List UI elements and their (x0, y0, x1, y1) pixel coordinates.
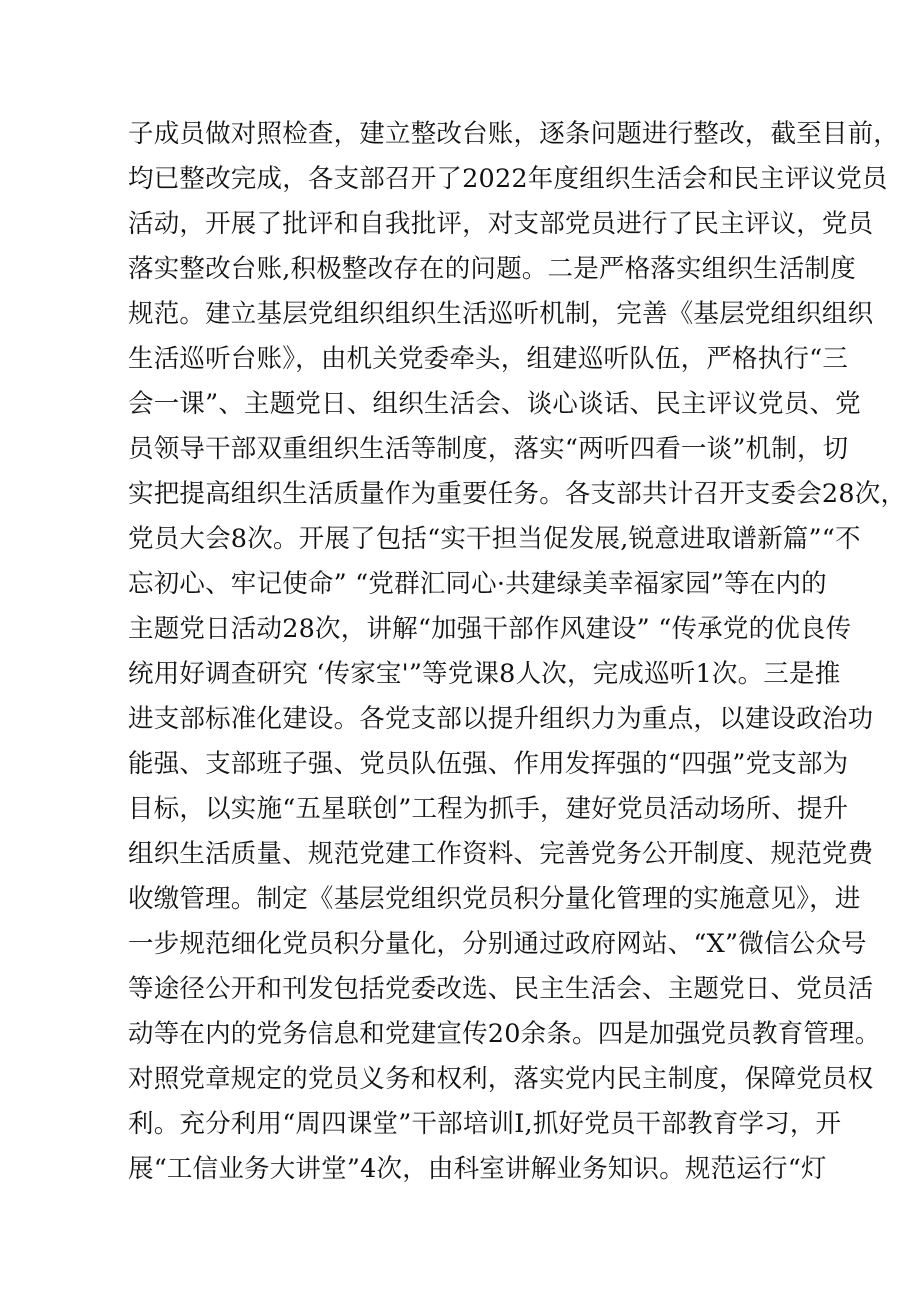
text-line: 组织生活质量、规范党建工作资料、完善党务公开制度、规范党费 (128, 839, 874, 869)
text-line: 等途径公开和刊发包括党委改选、民主生活会、主题党日、党员活 (128, 974, 874, 1004)
text-line: 规范。建立基层党组织组织生活巡听机制，完善《基层党组织组织 (128, 299, 874, 329)
text-line: 忘初心、牢记使命” “党群汇同心·共建绿美幸福家园”等在内的 (128, 569, 827, 599)
text-line: 实把提高组织生活质量作为重要任务。各支部共计召开支委会28次， (128, 479, 907, 509)
text-line: 动等在内的党务信息和党建宣传20余条。四是加强党员教育管理。 (128, 1019, 881, 1049)
text-line: 党员大会8次。开展了包括“实干担当促发展,锐意进取谱新篇”“不 (128, 524, 861, 554)
text-line: 子成员做对照检查，建立整改台账，逐条问题进行整改，截至目前， (128, 119, 900, 149)
text-line: 能强、支部班子强、党员队伍强、作用发挥强的“四强”党支部为 (128, 749, 849, 779)
text-line: 生活巡听台账》，由机关党委牵头，组建巡听队伍，严格执行“三 (128, 344, 849, 374)
text-line: 收缴管理。制定《基层党组织党员积分量化管理的实施意见》，进 (128, 884, 861, 914)
text-line: 员领导干部双重组织生活等制度，落实“两听四看一谈”机制，切 (128, 434, 849, 464)
text-line: 对照党章规定的党员义务和权利，落实党内民主制度，保障党员权 (128, 1064, 874, 1094)
text-line: 利。充分利用“周四课堂”干部培训I,抓好党员干部教育学习，开 (128, 1109, 842, 1139)
text-line: 进支部标准化建设。各党支部以提升组织力为重点，以建设政治功 (128, 704, 874, 734)
text-line: 主题党日活动28次，讲解“加强干部作风建设” “传承党的优良传 (128, 614, 852, 644)
text-line: 均已整改完成，各支部召开了2022年度组织生活会和民主评议党员 (128, 164, 888, 194)
text-line: 统用好调查研究 ‘传家宝'”等党课8人次，完成巡听1次。三是推 (128, 659, 841, 689)
text-line: 会一课”、主题党日、组织生活会、谈心谈话、民主评议党员、党 (128, 389, 861, 419)
text-line: 一步规范细化党员积分量化，分别通过政府网站、“X”微信公众号 (128, 929, 867, 959)
text-line: 目标，以实施“五星联创”工程为抓手，建好党员活动场所、提升 (128, 794, 849, 824)
text-line: 活动，开展了批评和自我批评，对支部党员进行了民主评议，党员 (128, 209, 874, 239)
text-line: 展“工信业务大讲堂”4次，由科室讲解业务知识。规范运行“灯 (128, 1154, 827, 1184)
body-paragraph (128, 112, 907, 1192)
text-line: 落实整改台账,积极整改存在的问题。二是严格落实组织生活制度 (128, 254, 856, 284)
